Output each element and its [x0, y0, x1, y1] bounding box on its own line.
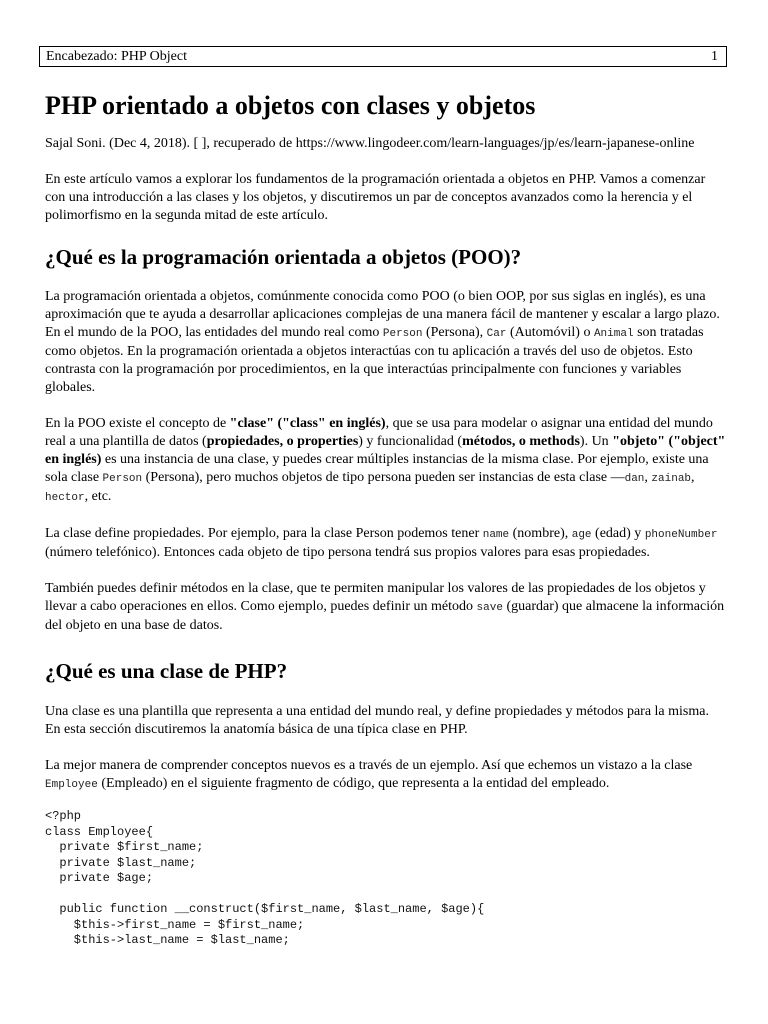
inline-code: Employee	[45, 779, 98, 791]
inline-code: Car	[486, 328, 507, 340]
section-heading-poo: ¿Qué es la programación orientada a objetos (POO)?	[45, 245, 522, 269]
running-header	[39, 46, 727, 67]
class-paragraph-2: La mejor manera de comprender conceptos nuevos es a través de un ejemplo. Así que echemos un vistazo a la clase Employee (Empleado) en el siguiente fragmento de código, que representa a la entidad del empleado.	[45, 758, 693, 791]
document-body	[45, 80, 727, 949]
section-heading-php-class: ¿Qué es una clase de PHP?	[45, 659, 288, 683]
inline-code: phoneNumber	[644, 529, 718, 541]
page-number: 1	[711, 49, 718, 64]
citation: Sajal Soni. (Dec 4, 2018). [ ], recuperado de https://www.lingodeer.com/learn-languages/jp/es/learn-japanese-online	[45, 136, 695, 151]
inline-code: zainab	[651, 473, 692, 485]
class-paragraph-1: Una clase es una plantilla que representa a una entidad del mundo real, y define propiedades y métodos para la misma. En esta sección discutiremos la anatomía básica de una típica clase en PHP.	[45, 704, 709, 737]
poo-paragraph-4: También puedes definir métodos en la clase, que te permiten manipular los valores de las propiedades de los objetos y llevar a cabo operaciones en ellos. Como ejemplo, puedes definir un método save (guardar) que almacene la información del objeto en una base de datos.	[45, 581, 725, 633]
inline-code: Animal	[593, 328, 634, 340]
poo-paragraph-3: La clase define propiedades. Por ejemplo, para la clase Person podemos tener name (nombre), age (edad) y phoneNumber (número telefónico). Entonces cada objeto de tipo persona tendrá sus propios valores para esas propiedades.	[45, 526, 718, 560]
inline-code: name	[482, 529, 510, 541]
inline-code: age	[571, 529, 592, 541]
poo-paragraph-2: En la POO existe el concepto de "clase" ("class" en inglés), que se usa para modelar o asignar una entidad del mundo real a una plantilla de datos (propiedades, o properties) y funcionalidad (métodos, o methods). Un "objeto" ("object" en inglés) es una instancia de una clase, y puedes crear múltiples instancias de la misma clase. Por ejemplo, existe una sola clase Person (Persona), pero muchos objetos de tipo persona pueden ser instancias de esta clase —dan, zainab, hector, etc.	[45, 416, 726, 504]
code-block: <?php class Employee{ private $first_name; private $last_name; private $age; public function __construct($first_name, $last_name, $age){ $this->first_name = $first_name; $this->last_name = $last_name;	[45, 809, 485, 947]
inline-code: Person	[102, 473, 143, 485]
inline-code: dan	[624, 473, 645, 485]
inline-code: save	[476, 602, 503, 614]
intro-paragraph: En este artículo vamos a explorar los fundamentos de la programación orientada a objetos en PHP. Vamos a comenzar con una introducción a las clases y los objetos, y discutiremos un par de conceptos avanzados como la herencia y el polimorfismo en la segunda mitad de este artículo.	[45, 172, 706, 223]
poo-paragraph-1: La programación orientada a objetos, comúnmente conocida como POO (o bien OOP, por sus siglas en inglés), es una aproximación que te ayuda a desarrollar aplicaciones complejas de una manera fácil de mantener y escalar a largo plazo. En el mundo de la POO, las entidades del mundo real como Person (Persona), Car (Automóvil) o Animal son tratadas como objetos. En la programación orientada a objetos interactúas con tu aplicación a través del uso de objetos. Esto contrasta con la programación por procedimientos, en la que interactúas principalmente con funciones y variables globales.	[45, 289, 720, 395]
header-title: Encabezado: PHP Object	[46, 49, 187, 64]
document-title: PHP orientado a objetos con clases y objetos	[45, 91, 536, 120]
inline-code: hector	[45, 492, 85, 504]
inline-code: Person	[382, 328, 423, 340]
